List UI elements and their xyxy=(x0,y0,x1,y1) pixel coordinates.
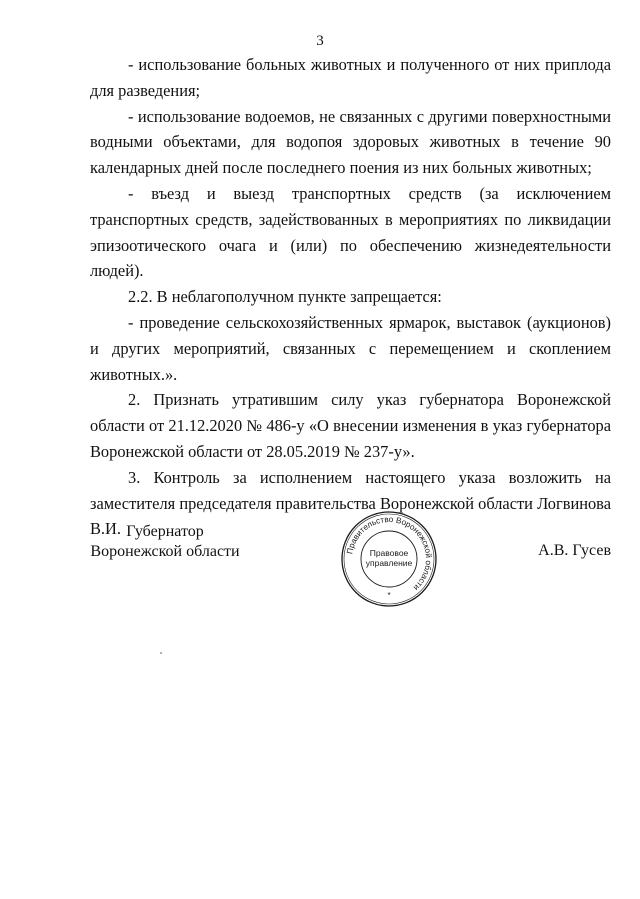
paragraph-vehicles: - въезд и выезд транспортных средств (за исключением транспортных средств, задействованных в мероприятиях по ликвидации эпизоотического очага и (или) по обеспечению жизнедеятельности людей). xyxy=(90,183,611,281)
signatory-name: А.В. Гусев xyxy=(538,542,611,559)
official-stamp xyxy=(339,509,439,609)
document-body xyxy=(90,52,611,542)
scan-speck xyxy=(160,652,162,654)
stamp-star: * xyxy=(387,591,391,600)
paragraph-fairs: - проведение сельскохозяйственных ярмарок, выставок (аукционов) и других мероприятий, связанных с перемещением и скоплением животных.». xyxy=(90,312,611,384)
stamp-center-line1: Правовое xyxy=(369,548,409,558)
stamp-center-line2: управление xyxy=(365,558,413,568)
paragraph-clause-2: 2. Признать утратившим силу указ губернатора Воронежской области от 21.12.2020 № 486-у «О внесении изменения в указ губернатора Воронежской области от 28.05.2019 № 237-у». xyxy=(90,390,611,461)
page-number: 3 xyxy=(316,33,324,49)
signatory-title-line2: Воронежской области xyxy=(90,543,240,560)
paragraph-clause-3: 3. Контроль за исполнением настоящего указа возложить на заместителя председателя правительства Воронежской области Логвинова В.И. xyxy=(90,467,611,539)
paragraph-sick-animals: - использование больных животных и полученного от них приплода для разведения; xyxy=(90,55,611,100)
stamp-ring-text: Правительство Воронежской области xyxy=(345,514,434,593)
paragraph-clause-2-2: 2.2. В неблагополучном пункте запрещается: xyxy=(128,287,442,307)
paragraph-water-bodies: - использование водоемов, не связанных с другими поверхностными водными объектами, для водопоя здоровых животных в течение 90 календарных дней после последнего поения из них больных животных; xyxy=(90,106,611,178)
signatory-title xyxy=(90,522,240,562)
signatory-title-line1: Губернатор xyxy=(126,523,204,540)
